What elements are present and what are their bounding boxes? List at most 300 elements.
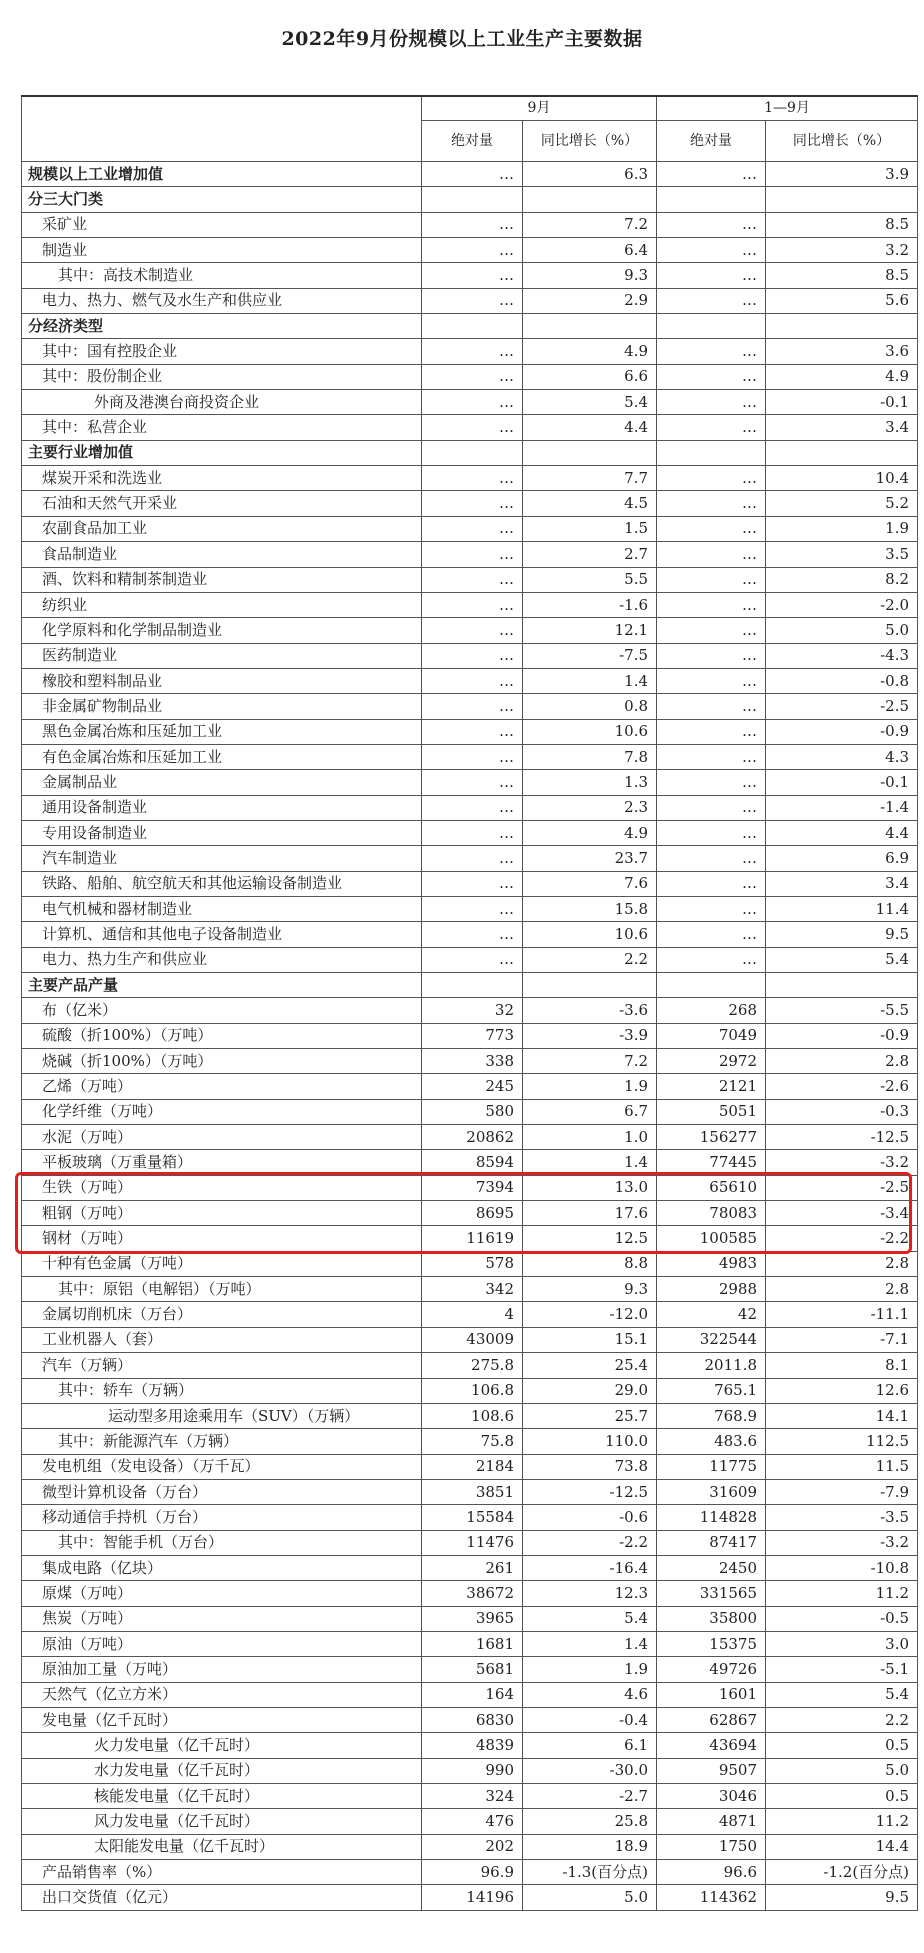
- cell-ytd-yoy: -2.6: [766, 1074, 918, 1099]
- cell-ytd-abs: 331565: [657, 1581, 766, 1606]
- table-row: [22, 896, 918, 921]
- cell-sep-yoy: 5.0: [523, 1885, 657, 1910]
- cell-ytd-abs: 2988: [657, 1277, 766, 1302]
- cell-ytd-abs: …: [657, 795, 766, 820]
- table-row: [22, 542, 918, 567]
- cell-ytd-yoy: -0.9: [766, 719, 918, 744]
- table-row: [22, 1657, 918, 1682]
- cell-sep-yoy: -0.4: [523, 1707, 657, 1732]
- cell-ytd-yoy: 5.0: [766, 1758, 918, 1783]
- cell-ytd-yoy: -0.1: [766, 390, 918, 415]
- table-row: [22, 820, 918, 845]
- row-label: 钢材（万吨）: [22, 1226, 422, 1251]
- cell-ytd-abs: …: [657, 922, 766, 947]
- cell-sep-yoy: 6.4: [523, 238, 657, 263]
- cell-ytd-abs: 78083: [657, 1201, 766, 1226]
- cell-ytd-yoy: -3.2: [766, 1530, 918, 1555]
- row-label: 煤炭开采和洗选业: [22, 466, 422, 491]
- cell-ytd-abs: …: [657, 415, 766, 440]
- table-row: [22, 415, 918, 440]
- row-label: 橡胶和塑料制品业: [22, 668, 422, 693]
- cell-sep-abs: …: [422, 922, 523, 947]
- table-row: [22, 1758, 918, 1783]
- row-label: 有色金属冶炼和压延加工业: [22, 744, 422, 769]
- table-row: [22, 1023, 918, 1048]
- cell-ytd-abs: 2450: [657, 1555, 766, 1580]
- row-label: 非金属矿物制品业: [22, 694, 422, 719]
- table-row: [22, 1581, 918, 1606]
- cell-sep-yoy: 7.8: [523, 744, 657, 769]
- cell-ytd-abs: 1750: [657, 1834, 766, 1859]
- row-label: 十种有色金属（万吨）: [22, 1251, 422, 1276]
- cell-sep-yoy: 2.9: [523, 288, 657, 313]
- cell-ytd-abs: …: [657, 947, 766, 972]
- cell-sep-abs: 8695: [422, 1201, 523, 1226]
- cell-ytd-abs: 7049: [657, 1023, 766, 1048]
- cell-ytd-abs: 2121: [657, 1074, 766, 1099]
- table-row: [22, 1302, 918, 1327]
- cell-ytd-yoy: 3.4: [766, 871, 918, 896]
- table-category-row: [22, 314, 918, 339]
- cell-sep-yoy: 6.6: [523, 364, 657, 389]
- cell-sep-yoy: 1.9: [523, 1074, 657, 1099]
- cell-ytd-yoy: -0.3: [766, 1099, 918, 1124]
- cell-sep-abs: …: [422, 643, 523, 668]
- cell-sep-abs: 990: [422, 1758, 523, 1783]
- cell-sep-abs: …: [422, 364, 523, 389]
- cell-ytd-abs: …: [657, 592, 766, 617]
- cell-ytd-abs: …: [657, 390, 766, 415]
- cell-sep-abs: 15584: [422, 1505, 523, 1530]
- cell-ytd-abs: 96.6: [657, 1860, 766, 1885]
- cell-ytd-abs: …: [657, 770, 766, 795]
- cell-sep-abs: 3851: [422, 1479, 523, 1504]
- cell-ytd-yoy: -4.3: [766, 643, 918, 668]
- cell-sep-abs: …: [422, 339, 523, 364]
- cell-ytd-abs: …: [657, 643, 766, 668]
- cell-ytd-abs: 5051: [657, 1099, 766, 1124]
- cell-ytd-yoy: 4.3: [766, 744, 918, 769]
- cell-ytd-yoy: 8.5: [766, 263, 918, 288]
- cell-ytd-yoy: 5.4: [766, 947, 918, 972]
- row-label: 风力发电量（亿千瓦时）: [22, 1809, 422, 1834]
- cell-ytd-yoy: [766, 314, 918, 339]
- row-label: 主要行业增加值: [22, 440, 422, 465]
- row-label: 食品制造业: [22, 542, 422, 567]
- cell-sep-abs: 108.6: [422, 1403, 523, 1428]
- cell-sep-abs: …: [422, 491, 523, 516]
- cell-sep-yoy: 6.3: [523, 162, 657, 187]
- cell-sep-yoy: [523, 973, 657, 998]
- cell-sep-abs: …: [422, 542, 523, 567]
- cell-ytd-yoy: -3.5: [766, 1505, 918, 1530]
- cell-sep-yoy: 5.4: [523, 1606, 657, 1631]
- row-label: 原油（万吨）: [22, 1631, 422, 1656]
- cell-sep-yoy: [523, 440, 657, 465]
- cell-sep-abs: …: [422, 770, 523, 795]
- row-label: 制造业: [22, 238, 422, 263]
- cell-ytd-yoy: [766, 440, 918, 465]
- cell-sep-abs: 338: [422, 1049, 523, 1074]
- cell-sep-yoy: 6.1: [523, 1733, 657, 1758]
- cell-ytd-abs: …: [657, 491, 766, 516]
- cell-ytd-abs: …: [657, 694, 766, 719]
- cell-ytd-yoy: 3.4: [766, 415, 918, 440]
- cell-ytd-yoy: 9.5: [766, 922, 918, 947]
- cell-sep-abs: …: [422, 288, 523, 313]
- cell-sep-yoy: 29.0: [523, 1378, 657, 1403]
- cell-ytd-abs: 11775: [657, 1454, 766, 1479]
- cell-sep-yoy: -0.6: [523, 1505, 657, 1530]
- table-row: [22, 922, 918, 947]
- header-ytd-abs: 绝对量: [657, 121, 766, 162]
- header-blank-cell: [22, 96, 422, 162]
- cell-ytd-yoy: 11.2: [766, 1581, 918, 1606]
- table-row: [22, 719, 918, 744]
- row-label: 石油和天然气开采业: [22, 491, 422, 516]
- cell-sep-abs: 164: [422, 1682, 523, 1707]
- row-label: 产品销售率（%）: [22, 1860, 422, 1885]
- cell-sep-abs: [422, 314, 523, 339]
- cell-ytd-abs: 2011.8: [657, 1353, 766, 1378]
- row-label: 分经济类型: [22, 314, 422, 339]
- cell-sep-yoy: -2.2: [523, 1530, 657, 1555]
- cell-sep-abs: [422, 440, 523, 465]
- cell-ytd-abs: …: [657, 212, 766, 237]
- row-label: 工业机器人（套）: [22, 1327, 422, 1352]
- row-label: 汽车（万辆）: [22, 1353, 422, 1378]
- cell-sep-yoy: 17.6: [523, 1201, 657, 1226]
- cell-ytd-abs: [657, 440, 766, 465]
- cell-ytd-yoy: 2.8: [766, 1251, 918, 1276]
- cell-sep-yoy: 1.4: [523, 1150, 657, 1175]
- cell-sep-abs: 324: [422, 1784, 523, 1809]
- cell-ytd-yoy: 5.2: [766, 491, 918, 516]
- cell-sep-yoy: [523, 314, 657, 339]
- header-group-ytd: 1—9月: [657, 96, 918, 121]
- cell-sep-yoy: 10.6: [523, 922, 657, 947]
- table-row: [22, 592, 918, 617]
- cell-sep-abs: 342: [422, 1277, 523, 1302]
- cell-ytd-yoy: 5.0: [766, 618, 918, 643]
- table-row: [22, 618, 918, 643]
- cell-ytd-yoy: [766, 973, 918, 998]
- cell-ytd-abs: …: [657, 618, 766, 643]
- row-label: 焦炭（万吨）: [22, 1606, 422, 1631]
- cell-sep-yoy: 5.5: [523, 567, 657, 592]
- cell-ytd-yoy: 3.9: [766, 162, 918, 187]
- cell-sep-yoy: -16.4: [523, 1555, 657, 1580]
- table-row: [22, 1201, 918, 1226]
- row-label: 电力、热力生产和供应业: [22, 947, 422, 972]
- cell-sep-abs: …: [422, 871, 523, 896]
- table-row: [22, 1885, 918, 1910]
- table-row: [22, 1784, 918, 1809]
- table-row: [22, 1454, 918, 1479]
- cell-ytd-abs: 4871: [657, 1809, 766, 1834]
- table-row: [22, 1429, 918, 1454]
- row-label: 分三大门类: [22, 187, 422, 212]
- cell-ytd-yoy: -7.1: [766, 1327, 918, 1352]
- cell-ytd-abs: …: [657, 567, 766, 592]
- row-label: 生铁（万吨）: [22, 1175, 422, 1200]
- cell-sep-yoy: 13.0: [523, 1175, 657, 1200]
- cell-ytd-yoy: -1.4: [766, 795, 918, 820]
- table-row: [22, 1175, 918, 1200]
- cell-ytd-yoy: 11.2: [766, 1809, 918, 1834]
- cell-sep-abs: [422, 187, 523, 212]
- cell-ytd-yoy: [766, 187, 918, 212]
- cell-sep-yoy: 18.9: [523, 1834, 657, 1859]
- cell-sep-yoy: 9.3: [523, 1277, 657, 1302]
- row-label: 原煤（万吨）: [22, 1581, 422, 1606]
- row-label: 其中：原铝（电解铝）（万吨）: [22, 1277, 422, 1302]
- cell-ytd-abs: 483.6: [657, 1429, 766, 1454]
- row-label: 天然气（亿立方米）: [22, 1682, 422, 1707]
- cell-ytd-abs: 77445: [657, 1150, 766, 1175]
- row-label: 通用设备制造业: [22, 795, 422, 820]
- cell-sep-yoy: 25.8: [523, 1809, 657, 1834]
- cell-sep-abs: 11619: [422, 1226, 523, 1251]
- cell-sep-yoy: 1.9: [523, 1657, 657, 1682]
- cell-ytd-abs: …: [657, 263, 766, 288]
- header-group-sep: 9月: [422, 96, 657, 121]
- cell-sep-abs: …: [422, 820, 523, 845]
- cell-ytd-yoy: 10.4: [766, 466, 918, 491]
- cell-ytd-abs: 2972: [657, 1049, 766, 1074]
- cell-ytd-yoy: 3.2: [766, 238, 918, 263]
- cell-ytd-yoy: 11.4: [766, 896, 918, 921]
- cell-sep-yoy: -7.5: [523, 643, 657, 668]
- cell-sep-yoy: 23.7: [523, 846, 657, 871]
- cell-ytd-abs: 114362: [657, 1885, 766, 1910]
- cell-sep-abs: 32: [422, 998, 523, 1023]
- row-label: 电气机械和器材制造业: [22, 896, 422, 921]
- row-label: 规模以上工业增加值: [22, 162, 422, 187]
- cell-ytd-yoy: -12.5: [766, 1125, 918, 1150]
- table-row: [22, 1707, 918, 1732]
- cell-sep-abs: …: [422, 390, 523, 415]
- cell-ytd-yoy: -3.4: [766, 1201, 918, 1226]
- cell-ytd-abs: 15375: [657, 1631, 766, 1656]
- cell-sep-yoy: 1.0: [523, 1125, 657, 1150]
- cell-ytd-yoy: 3.0: [766, 1631, 918, 1656]
- cell-ytd-abs: …: [657, 542, 766, 567]
- cell-ytd-yoy: -1.2(百分点): [766, 1860, 918, 1885]
- table-row: [22, 390, 918, 415]
- table-row: [22, 770, 918, 795]
- row-label: 主要产品产量: [22, 973, 422, 998]
- cell-ytd-yoy: -0.9: [766, 1023, 918, 1048]
- cell-sep-abs: …: [422, 415, 523, 440]
- cell-ytd-yoy: 14.1: [766, 1403, 918, 1428]
- table-row: [22, 364, 918, 389]
- cell-sep-yoy: 73.8: [523, 1454, 657, 1479]
- row-label: 其中：新能源汽车（万辆）: [22, 1429, 422, 1454]
- cell-sep-abs: 4: [422, 1302, 523, 1327]
- table-row: [22, 238, 918, 263]
- cell-sep-yoy: 1.4: [523, 1631, 657, 1656]
- row-label: 采矿业: [22, 212, 422, 237]
- cell-sep-abs: 1681: [422, 1631, 523, 1656]
- cell-sep-yoy: [523, 187, 657, 212]
- cell-sep-abs: 275.8: [422, 1353, 523, 1378]
- cell-sep-yoy: 8.8: [523, 1251, 657, 1276]
- cell-ytd-abs: …: [657, 668, 766, 693]
- cell-sep-abs: …: [422, 263, 523, 288]
- row-label: 其中：轿车（万辆）: [22, 1378, 422, 1403]
- cell-sep-abs: 14196: [422, 1885, 523, 1910]
- cell-ytd-yoy: 14.4: [766, 1834, 918, 1859]
- cell-sep-abs: …: [422, 212, 523, 237]
- cell-sep-abs: …: [422, 744, 523, 769]
- cell-sep-abs: 8594: [422, 1150, 523, 1175]
- cell-ytd-yoy: -5.1: [766, 1657, 918, 1682]
- header-ytd-yoy: 同比增长（%）: [766, 121, 918, 162]
- cell-sep-abs: 96.9: [422, 1860, 523, 1885]
- cell-ytd-abs: 31609: [657, 1479, 766, 1504]
- cell-sep-yoy: 5.4: [523, 390, 657, 415]
- cell-sep-yoy: 4.4: [523, 415, 657, 440]
- table-row: [22, 1074, 918, 1099]
- table-row: [22, 1251, 918, 1276]
- cell-ytd-abs: …: [657, 871, 766, 896]
- table-row: [22, 1479, 918, 1504]
- cell-ytd-abs: 1601: [657, 1682, 766, 1707]
- row-label: 汽车制造业: [22, 846, 422, 871]
- row-label: 微型计算机设备（万台）: [22, 1479, 422, 1504]
- table-category-row: [22, 187, 918, 212]
- cell-sep-yoy: 25.4: [523, 1353, 657, 1378]
- cell-sep-yoy: 12.3: [523, 1581, 657, 1606]
- table-row: [22, 1809, 918, 1834]
- row-label: 计算机、通信和其他电子设备制造业: [22, 922, 422, 947]
- row-label: 其中：股份制企业: [22, 364, 422, 389]
- row-label: 火力发电量（亿千瓦时）: [22, 1733, 422, 1758]
- cell-sep-abs: 2184: [422, 1454, 523, 1479]
- table-row: [22, 466, 918, 491]
- cell-ytd-yoy: -2.5: [766, 694, 918, 719]
- cell-ytd-abs: 9507: [657, 1758, 766, 1783]
- cell-ytd-abs: …: [657, 238, 766, 263]
- cell-ytd-abs: …: [657, 744, 766, 769]
- cell-ytd-abs: [657, 187, 766, 212]
- row-label: 平板玻璃（万重量箱）: [22, 1150, 422, 1175]
- table-row: [22, 1403, 918, 1428]
- table-row: [22, 694, 918, 719]
- cell-sep-yoy: -12.5: [523, 1479, 657, 1504]
- table-row: [22, 1049, 918, 1074]
- cell-ytd-yoy: -2.0: [766, 592, 918, 617]
- row-label: 运动型多用途乘用车（SUV）（万辆）: [22, 1403, 422, 1428]
- row-label: 水泥（万吨）: [22, 1125, 422, 1150]
- row-label: 纺织业: [22, 592, 422, 617]
- cell-sep-yoy: 7.6: [523, 871, 657, 896]
- cell-ytd-abs: …: [657, 288, 766, 313]
- stats-table: [21, 95, 918, 1911]
- table-row: [22, 212, 918, 237]
- row-label: 酒、饮料和精制茶制造业: [22, 567, 422, 592]
- table-row: [22, 491, 918, 516]
- cell-ytd-yoy: 4.4: [766, 820, 918, 845]
- row-label: 电力、热力、燃气及水生产和供应业: [22, 288, 422, 313]
- row-label: 太阳能发电量（亿千瓦时）: [22, 1834, 422, 1859]
- table-row: [22, 846, 918, 871]
- cell-ytd-yoy: -5.5: [766, 998, 918, 1023]
- page-title: 2022年9月份规模以上工业生产主要数据: [281, 28, 643, 50]
- cell-sep-abs: …: [422, 896, 523, 921]
- table-row: [22, 1505, 918, 1530]
- table-row: [22, 1733, 918, 1758]
- cell-sep-abs: [422, 973, 523, 998]
- header-sep-abs: 绝对量: [422, 121, 523, 162]
- cell-ytd-yoy: 3.5: [766, 542, 918, 567]
- cell-ytd-yoy: 9.5: [766, 1885, 918, 1910]
- cell-sep-abs: 7394: [422, 1175, 523, 1200]
- cell-sep-abs: …: [422, 466, 523, 491]
- cell-ytd-yoy: -2.2: [766, 1226, 918, 1251]
- cell-sep-yoy: 1.3: [523, 770, 657, 795]
- cell-ytd-abs: 268: [657, 998, 766, 1023]
- cell-sep-yoy: -3.9: [523, 1023, 657, 1048]
- row-label: 原油加工量（万吨）: [22, 1657, 422, 1682]
- table-row: [22, 1555, 918, 1580]
- cell-ytd-abs: …: [657, 846, 766, 871]
- cell-sep-abs: 20862: [422, 1125, 523, 1150]
- table-row: [22, 1099, 918, 1124]
- row-label: 硫酸（折100%）（万吨）: [22, 1023, 422, 1048]
- cell-sep-yoy: 2.7: [523, 542, 657, 567]
- table-row: [22, 567, 918, 592]
- cell-sep-yoy: 10.6: [523, 719, 657, 744]
- cell-ytd-abs: …: [657, 339, 766, 364]
- table-row: [22, 1631, 918, 1656]
- cell-sep-yoy: 4.6: [523, 1682, 657, 1707]
- cell-ytd-yoy: -3.2: [766, 1150, 918, 1175]
- cell-sep-abs: 11476: [422, 1530, 523, 1555]
- cell-ytd-yoy: 0.5: [766, 1784, 918, 1809]
- row-label: 水力发电量（亿千瓦时）: [22, 1758, 422, 1783]
- cell-ytd-yoy: 8.1: [766, 1353, 918, 1378]
- cell-sep-abs: 38672: [422, 1581, 523, 1606]
- row-label: 粗钢（万吨）: [22, 1201, 422, 1226]
- cell-sep-abs: 773: [422, 1023, 523, 1048]
- row-label: 金属制品业: [22, 770, 422, 795]
- cell-ytd-yoy: 112.5: [766, 1429, 918, 1454]
- cell-sep-yoy: -3.6: [523, 998, 657, 1023]
- table-category-row: [22, 973, 918, 998]
- cell-ytd-abs: 4983: [657, 1251, 766, 1276]
- table-row: [22, 1378, 918, 1403]
- cell-sep-abs: 476: [422, 1809, 523, 1834]
- cell-ytd-abs: …: [657, 896, 766, 921]
- cell-sep-yoy: 7.7: [523, 466, 657, 491]
- cell-sep-abs: 245: [422, 1074, 523, 1099]
- cell-sep-yoy: 2.3: [523, 795, 657, 820]
- cell-sep-abs: 43009: [422, 1327, 523, 1352]
- cell-sep-abs: …: [422, 795, 523, 820]
- cell-ytd-abs: 768.9: [657, 1403, 766, 1428]
- cell-ytd-abs: 49726: [657, 1657, 766, 1682]
- cell-ytd-yoy: 6.9: [766, 846, 918, 871]
- cell-ytd-abs: 87417: [657, 1530, 766, 1555]
- cell-sep-abs: 5681: [422, 1657, 523, 1682]
- cell-sep-abs: …: [422, 592, 523, 617]
- cell-sep-yoy: 25.7: [523, 1403, 657, 1428]
- table-row: [22, 947, 918, 972]
- row-label: 其中：国有控股企业: [22, 339, 422, 364]
- row-label: 核能发电量（亿千瓦时）: [22, 1784, 422, 1809]
